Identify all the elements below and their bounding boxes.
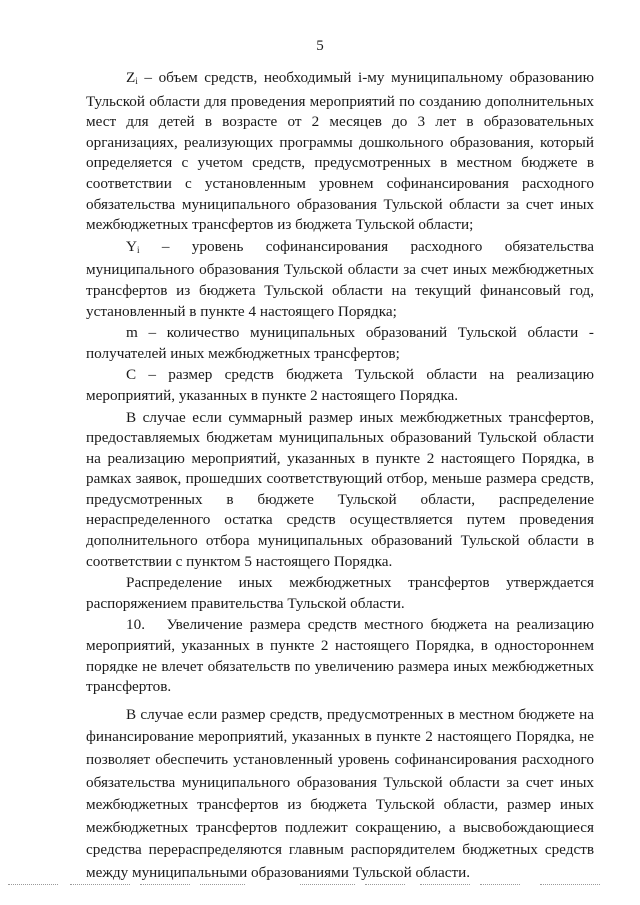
- z-subscript: i: [135, 76, 138, 86]
- paragraph-c-definition: С – размер средств бюджета Тульской области на реализацию мероприятий, указанных в пункте 2 настоящего Порядка.: [86, 366, 594, 404]
- paragraph-approval: Распределение иных межбюджетных трансфертов утверждается распоряжением правительства Тульской области.: [86, 574, 594, 612]
- paragraph-remainder-distribution: В случае если суммарный размер иных межбюджетных трансфертов, предоставляемых бюджетам муниципальных образований Тульской области на реализацию мероприятий, указанных в пункте 2 настоящего Порядка, в рамках заявок, прошедших соответствующий отбор, меньше размера средств, предусмотренных в бюджете Тульской области, распределение нераспределенного остатка средств осуществляется путем проведения дополнительного отбора муниципальных образований Тульской области в соответствии с пунктом 5 настоящего Порядка.: [86, 408, 594, 570]
- paragraph-z-definition: [86, 68, 594, 236]
- paragraph-item-10: 10. Увеличение размера средств местного бюджета на реализацию мероприятий, указанных в пункте 2 настоящего Порядка, в одностороннем порядке не влечет обязательств по увеличению размера иных межбюджетных трансфертов.: [86, 616, 598, 696]
- document-body: [86, 68, 598, 885]
- z-definition-text: – объем средств, необходимый i-му муниципальному образованию Тульской области для проведения мероприятий по созданию дополнительных мест для детей в возрасте от 2 месяцев до 3 лет в образовательных организациях, реализующих программы дошкольного образования, который определяется с учетом средств, предусмотренных в местном бюджете в соответствии с установленным уровнем софинансирования расходного обязательства муниципального образования Тульской области за счет иных межбюджетных трансфертов из бюджета Тульской области;: [86, 69, 594, 234]
- page-number: 5: [316, 38, 324, 54]
- y-definition-text: – уровень софинансирования расходного обязательства муниципального образования Тульской области за счет иных межбюджетных трансфертов из бюджета Тульской области на текущий финансовый год, установленный в пункте 4 настоящего Порядка;: [86, 237, 594, 320]
- y-symbol: Y: [126, 237, 137, 255]
- paragraph-reduction: В случае если размер средств, предусмотренных в местном бюджете на финансирование мероприятий, указанных в пункте 2 настоящего Порядка, не позволяет обеспечить установленный уровень софинансирования расходного обязательства муниципального образования Тульской области за счет иных межбюджетных трансфертов из бюджета Тульской области, размер иных межбюджетных трансфертов подлежит сокращению, а высвобождающиеся средства перераспределяются главным распорядителем бюджетных средств между муниципальными образованиями Тульской области.: [86, 705, 594, 881]
- scan-edge-marks: [0, 884, 640, 888]
- y-subscript: i: [136, 244, 140, 255]
- paragraph-y-definition: [86, 237, 594, 322]
- z-symbol: Z: [126, 69, 136, 86]
- paragraph-m-definition: m – количество муниципальных образований Тульской области - получателей иных межбюджетных трансфертов;: [86, 324, 594, 362]
